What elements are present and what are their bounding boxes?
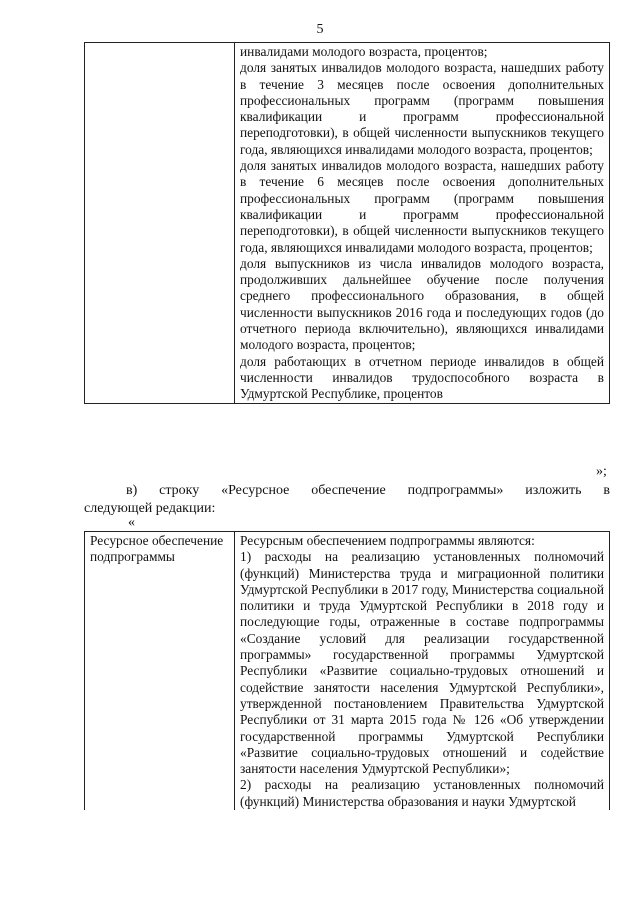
table-row	[85, 43, 610, 404]
closing-quote: »;	[596, 464, 607, 479]
row-heading-cell: Ресурсное обеспечение подпрограммы	[85, 532, 235, 811]
table-row	[85, 532, 610, 811]
resource-paragraph: Ресурсным обеспечением подпрограммы являются:	[240, 533, 535, 548]
table-cell-empty	[85, 43, 235, 404]
indicator-paragraph: доля выпускников из числа инвалидов молодого возраста, продолживших дальнейшее обучение после получения среднего профессионального образования, в общей численности выпускников 2016 года и последующих годов (до отчетного периода включительно), являющихся инвалидами молодого возраста, процентов;	[240, 255, 604, 353]
indicators-table	[84, 42, 610, 404]
resource-paragraph: 1) расходы на реализацию установленных полномочий (функций) Министерства труда и миграционной политики Удмуртской Республики в 2017 году, Министерства социальной политики и труда Удмуртской Республики в 2018 году и последующие годы, отраженные в составе подпрограммы «Создание условий для реализации государственной программы» государственной программы Удмуртской Республики «Развитие социально-трудовых отношений и содействие занятости населения Удмуртской Республики», утвержденной постановлением Правительства Удмуртской Республики от 31 марта 2015 года № 126 «Об утверждении государственной программы Удмуртской Республики «Развитие социально-трудовых отношений и содействие занятости населения Удмуртской Республики»;	[240, 549, 604, 777]
resource-provision-table	[84, 531, 610, 810]
resource-description-cell	[235, 532, 610, 811]
indicators-cell	[235, 43, 610, 404]
amendment-instruction	[84, 482, 610, 518]
indicator-paragraph: доля работающих в отчетном периоде инвалидов в общей численности инвалидов трудоспособного возраста в Удмуртской Республике, процентов	[240, 353, 604, 402]
indicator-paragraph: инвалидами молодого возраста, процентов;	[240, 44, 488, 59]
page-number: 5	[316, 22, 324, 37]
instruction-line: следующей редакции:	[84, 501, 216, 516]
instruction-line: в) строку «Ресурсное обеспечение подпрограммы» изложить в	[126, 483, 610, 498]
indicator-paragraph: доля занятых инвалидов молодого возраста, нашедших работу в течение 3 месяцев после освоения дополнительных профессиональных программ (программ повышения квалификации и программ профессиональной переподготовки), в общей численности выпускников текущего года, являющихся инвалидами молодого возраста, процентов;	[240, 60, 604, 157]
resource-paragraph: 2) расходы на реализацию установленных полномочий (функций) Министерства образования и науки Удмуртской	[240, 777, 604, 809]
indicator-paragraph: доля занятых инвалидов молодого возраста, нашедших работу в течение 6 месяцев после освоения дополнительных профессиональных программ (программ повышения квалификации и программ профессиональной переподготовки), в общей численности выпускников текущего года, являющихся инвалидами молодого возраста, процентов;	[240, 158, 604, 255]
opening-quote: «	[128, 515, 135, 530]
